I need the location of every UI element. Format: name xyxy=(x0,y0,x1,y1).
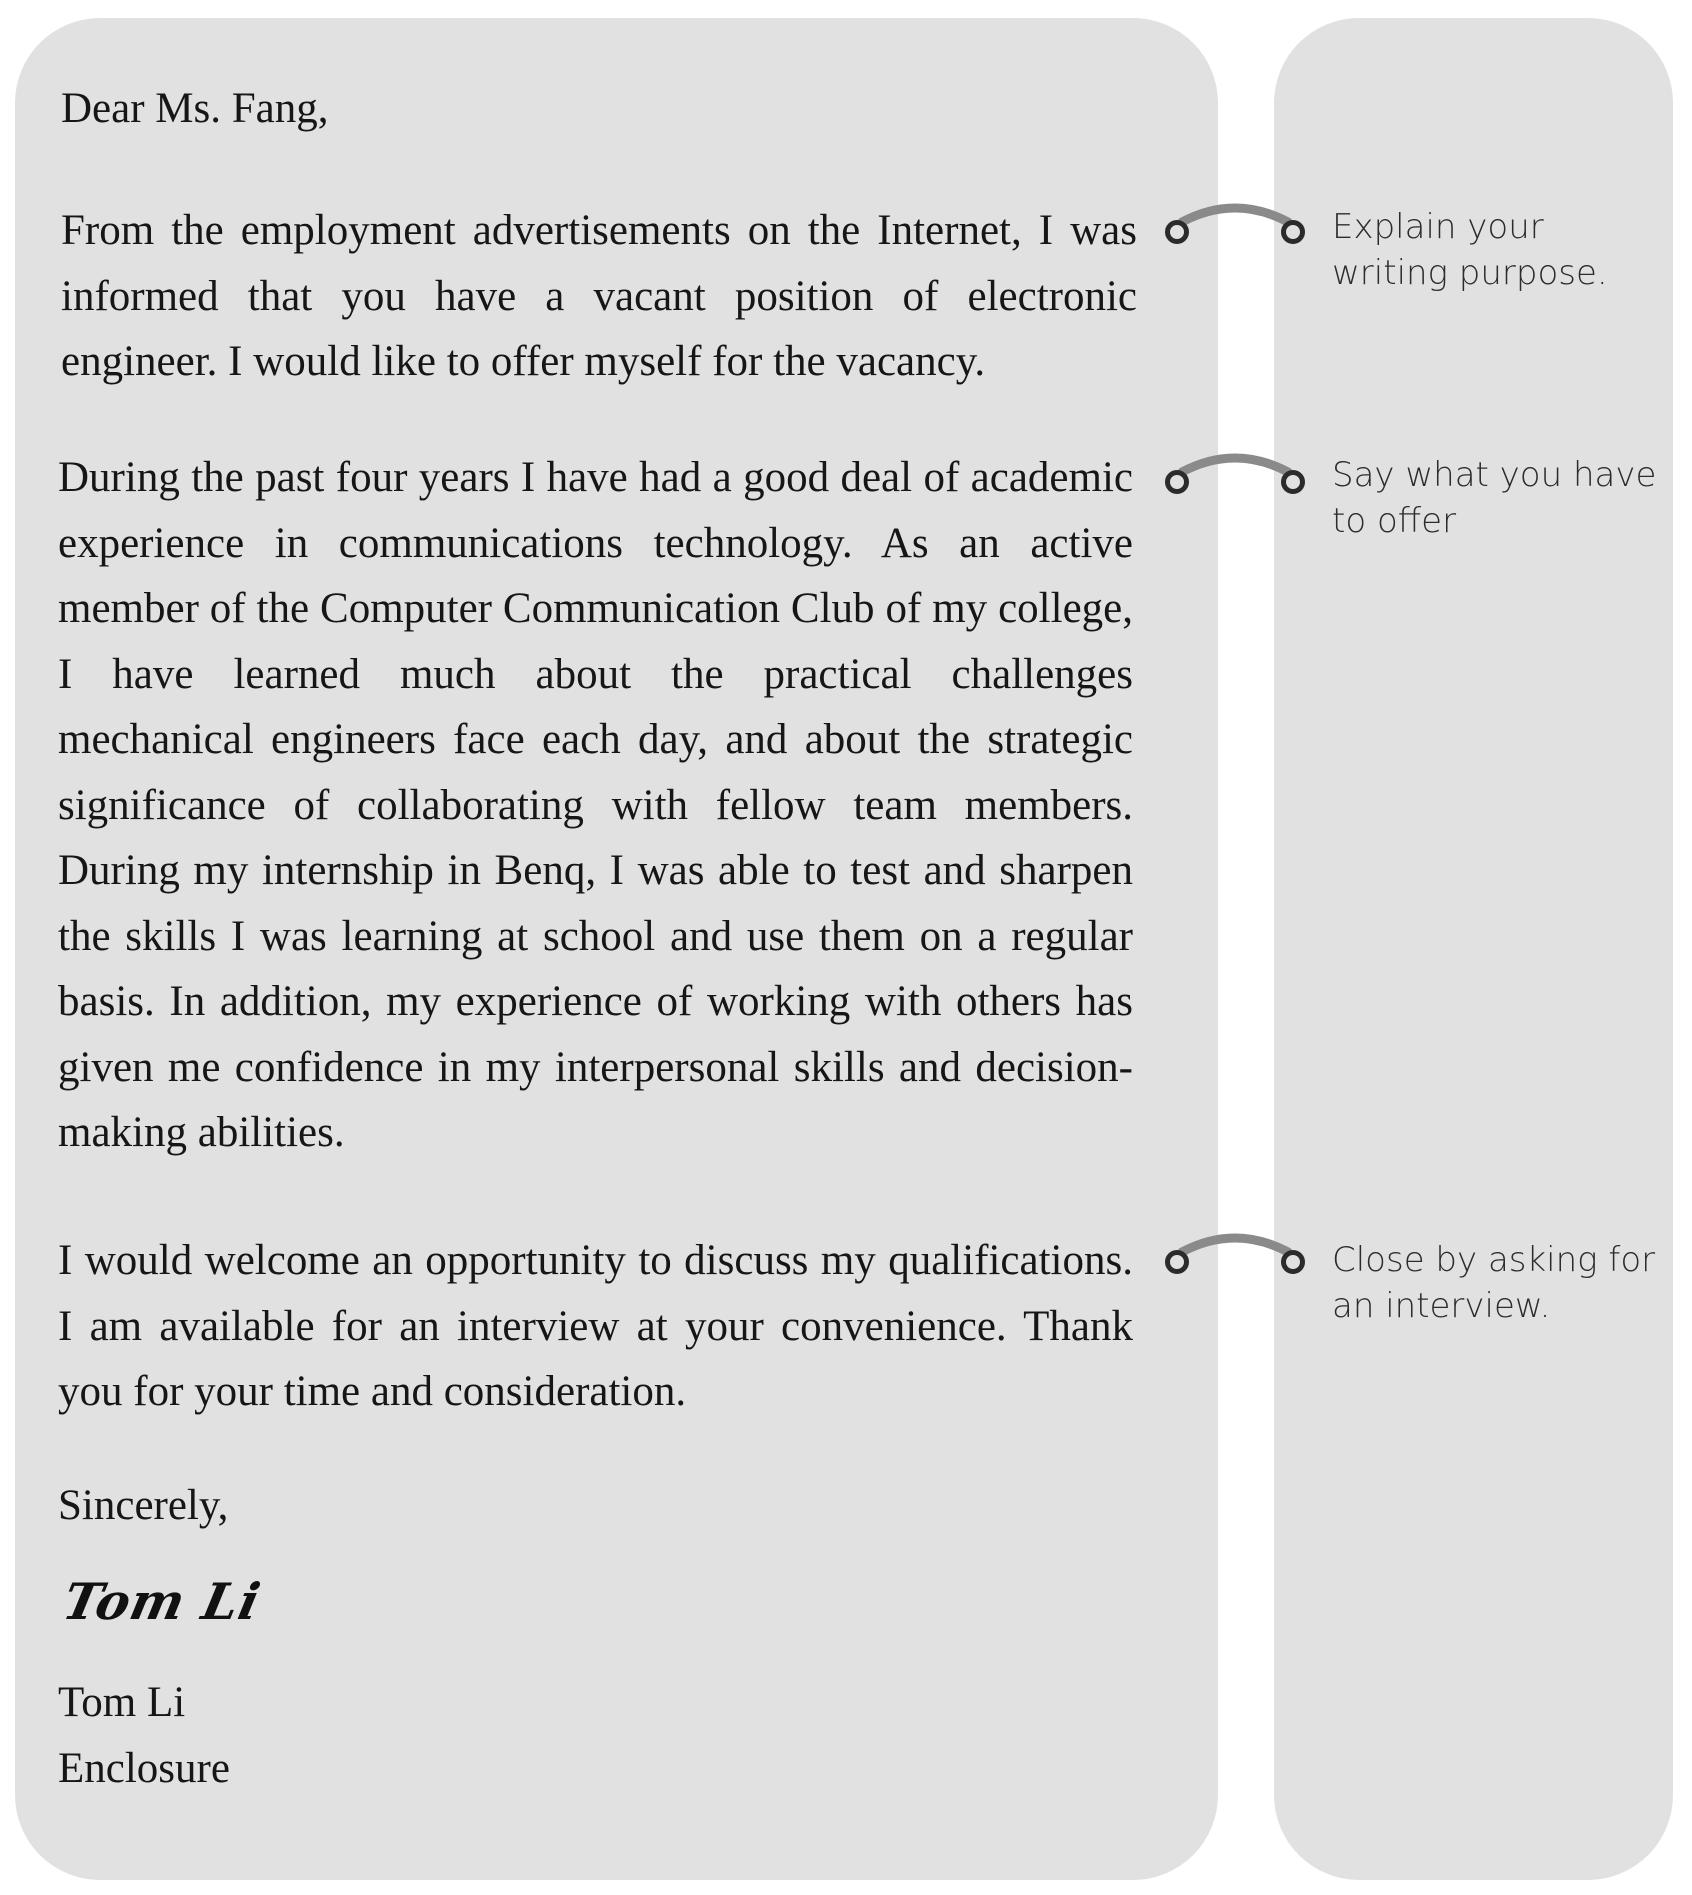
annotation-note-interview: Close by asking for an interview. xyxy=(1332,1240,1656,1326)
annotation-note-offer: Say what you have to offer xyxy=(1332,455,1657,541)
letter-greeting: Dear Ms. Fang, xyxy=(61,85,329,132)
letter-paragraph-offer: During the past four years I have had a good deal of academic experience in communications technology. As an active member of the Computer Communication Club of my college, I have learned much about the practical challenges mechanical engineers face each day, and about the strategic significance of collaborating with fellow team members. During my internship in Benq, I was able to test and sharpen the skills I was learning at school and use them on a regular basis. In addition, my experience of working with others has given me confidence in my interpersonal skills and decision-making abilities. xyxy=(58,454,1133,1156)
letter-paragraph-purpose: From the employment advertisements on the Internet, I was informed that you have a vacant position of electronic engineer. I would like to offer myself for the vacancy. xyxy=(61,207,1137,385)
annotation-connector-3 xyxy=(1160,1230,1310,1290)
annotation-connector-2 xyxy=(1160,450,1310,510)
signer-name: Tom Li xyxy=(58,1679,186,1726)
letter-paragraph-closing: I would welcome an opportunity to discuss my qualifications. I am available for an interview at your convenience. Thank you for your time and consideration. xyxy=(58,1237,1133,1415)
letter-closing: Sincerely, xyxy=(58,1482,229,1529)
handwritten-signature: Tom Li xyxy=(58,1572,266,1631)
annotation-connector-1 xyxy=(1160,200,1310,260)
notes-panel xyxy=(1274,18,1673,1880)
enclosure-note: Enclosure xyxy=(58,1745,230,1792)
annotation-note-purpose: Explain your writing purpose. xyxy=(1332,207,1608,293)
